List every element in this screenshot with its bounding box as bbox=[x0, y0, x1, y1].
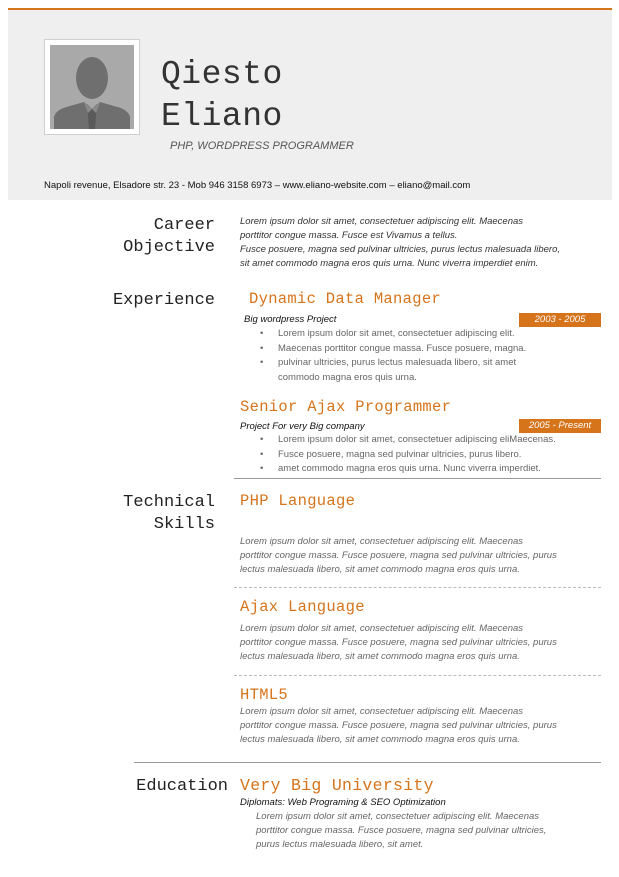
job-bullet-list bbox=[256, 327, 606, 385]
career-line: Lorem ipsum dolor sit amet, consectetuer adipiscing elit. Maecenas bbox=[240, 216, 524, 227]
skill-divider bbox=[234, 675, 601, 676]
section-divider bbox=[134, 762, 601, 763]
skill-line: porttitor congue massa. Fusce posuere, magna sed pulvinar ultricies, purus bbox=[240, 550, 557, 561]
contact-info: Napoli revenue, Elsadore str. 23 - Mob 946 3158 6973 – www.eliano-website.com – eliano@mail.com bbox=[44, 180, 471, 191]
education-line: purus lectus malesuada libero, sit amet. bbox=[256, 839, 424, 850]
job-bullet-list bbox=[256, 433, 606, 477]
career-objective-text bbox=[240, 215, 610, 271]
skill-title: PHP Language bbox=[240, 492, 356, 510]
skill-line: lectus malesuada libero, sit amet commodo magna eros quis urna. bbox=[240, 734, 520, 745]
skill-line: Lorem ipsum dolor sit amet, consectetuer adipiscing elit. Maecenas bbox=[240, 536, 524, 547]
job-bullet: • Lorem ipsum dolor sit amet, consectetuer adipiscing elit. bbox=[256, 327, 606, 342]
skill-description bbox=[240, 535, 610, 577]
job-company: Big wordpress Project bbox=[244, 314, 337, 325]
career-line: Fusce posuere, magna sed pulvinar ultricies, purus lectus malesuada libero, bbox=[240, 244, 560, 255]
job-bullet: • Lorem ipsum dolor sit amet, consectetuer adipiscing eliMaecenas. bbox=[256, 433, 606, 448]
career-line: porttitor congue massa. Fusce est Vivamus a tellus. bbox=[240, 230, 458, 241]
job-bullet-continuation bbox=[256, 371, 606, 386]
job-company: Project For very Big company bbox=[240, 421, 365, 432]
job-bullet: • amet commodo magna eros quis urna. Nunc viverra imperdiet. bbox=[256, 462, 606, 477]
last-name: Eliano bbox=[161, 98, 283, 135]
skill-line: Lorem ipsum dolor sit amet, consectetuer adipiscing elit. Maecenas bbox=[240, 623, 524, 634]
section-title-career-line1: Career bbox=[153, 216, 215, 235]
first-name: Qiesto bbox=[161, 56, 283, 93]
section-title-skills-line2: Skills bbox=[153, 515, 215, 534]
section-divider bbox=[234, 478, 601, 479]
section-title-skills bbox=[15, 492, 215, 536]
skill-description bbox=[240, 705, 610, 747]
career-line: sit amet commodo magna eros quis urna. Nunc viverra imperdiet enim. bbox=[240, 258, 539, 269]
job-bullet: • Maecenas porttitor congue massa. Fusce posuere, magna. bbox=[256, 342, 606, 357]
skill-title: HTML5 bbox=[240, 686, 289, 704]
section-title-skills-line1: Technical bbox=[123, 493, 215, 512]
section-title-education: Education bbox=[136, 777, 228, 796]
skill-title: Ajax Language bbox=[240, 598, 365, 616]
job-period-badge: 2005 - Present bbox=[519, 419, 601, 433]
person-silhouette-icon bbox=[50, 45, 134, 129]
job-role: PHP, WORDPRESS PROGRAMMER bbox=[170, 140, 354, 152]
skill-description bbox=[240, 622, 610, 664]
job-title: Dynamic Data Manager bbox=[249, 290, 442, 308]
section-title-experience: Experience bbox=[112, 291, 215, 310]
skill-line: Lorem ipsum dolor sit amet, consectetuer adipiscing elit. Maecenas bbox=[240, 706, 524, 717]
education-line: porttitor congue massa. Fusce posuere, magna sed pulvinar ultricies, bbox=[256, 825, 547, 836]
section-title-career-line2: Objective bbox=[123, 238, 215, 257]
school-name: Very Big University bbox=[240, 776, 434, 795]
skill-line: lectus malesuada libero, sit amet commodo magna eros quis urna. bbox=[240, 651, 520, 662]
skill-divider bbox=[234, 587, 601, 588]
job-bullet: • Fusce posuere, magna sed pulvinar ultricies, purus libero. bbox=[256, 448, 606, 463]
education-line: Lorem ipsum dolor sit amet, consectetuer adipiscing elit. Maecenas bbox=[256, 811, 540, 822]
section-title-career bbox=[15, 215, 215, 259]
job-bullet-continuation-text: commodo magna eros quis urna. bbox=[278, 371, 417, 383]
profile-photo bbox=[44, 39, 140, 135]
skill-line: porttitor congue massa. Fusce posuere, magna sed pulvinar ultricies, purus bbox=[240, 637, 557, 648]
job-period-badge: 2003 - 2005 bbox=[519, 313, 601, 327]
education-description bbox=[256, 810, 606, 852]
job-bullet: • pulvinar ultricies, purus lectus malesuada libero, sit amet bbox=[256, 356, 606, 371]
job-title: Senior Ajax Programmer bbox=[240, 398, 452, 416]
skill-line: porttitor congue massa. Fusce posuere, magna sed pulvinar ultricies, purus bbox=[240, 720, 557, 731]
degree: Diplomats: Web Programing & SEO Optimization bbox=[240, 797, 446, 808]
skill-line: lectus malesuada libero, sit amet commodo magna eros quis urna. bbox=[240, 564, 520, 575]
